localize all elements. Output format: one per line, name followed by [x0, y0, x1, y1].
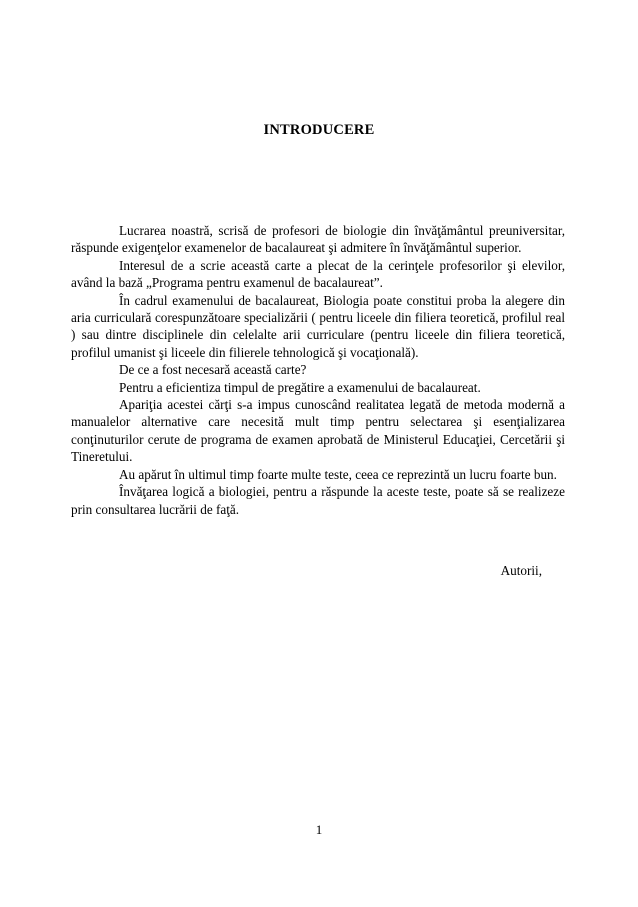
paragraph-3: În cadrul examenului de bacalaureat, Biologia poate constitui proba la alegere din aria curriculară corespunzătoare specializării ( pentru liceele din filiera teoretică, profilul real ) sau dintre disciplinele din celelalte arii curriculare (pentru liceele din filiera teoretică, profilul umanist şi liceele din filierele tehnologică şi vocaţională).	[71, 292, 565, 360]
page-number: 1	[315, 822, 323, 837]
paragraph-7: Au apărut în ultimul timp foarte multe teste, ceea ce reprezintă un lucru foarte bun.	[119, 466, 557, 482]
paragraph-5: Pentru a eficientiza timpul de pregătire a examenului de bacalaureat.	[119, 379, 481, 395]
paragraph-2: Interesul de a scrie această carte a plecat de la cerinţele profesorilor şi elevilor, având la bază „Programa pentru examenul de bacalaureat”.	[71, 257, 565, 291]
paragraph-1: Lucrarea noastră, scrisă de profesori de biologie din învăţământul preuniversitar, răspunde exigenţelor examenelor de bacalaureat şi admitere în învăţământul superior.	[71, 223, 565, 256]
paragraph-4: De ce a fost necesară această carte?	[119, 362, 307, 378]
paragraph-8: Învăţarea logică a biologiei, pentru a răspunde la aceste teste, poate să se realizeze prin consultarea lucrării de faţă.	[71, 484, 565, 517]
signature: Autorii,	[500, 563, 542, 578]
page-title: INTRODUCERE	[263, 122, 375, 138]
paragraph-6: Apariţia acestei cărţi s-a impus cunoscând realitatea legată de metoda modernă a manualelor alternative care necesită mult timp pentru selectarea şi esenţializarea conţinuturilor cerute de programa de examen aprobată de Ministerul Educaţiei, Cercetării şi Tineretului.	[71, 397, 565, 465]
introduction-body	[71, 222, 565, 518]
